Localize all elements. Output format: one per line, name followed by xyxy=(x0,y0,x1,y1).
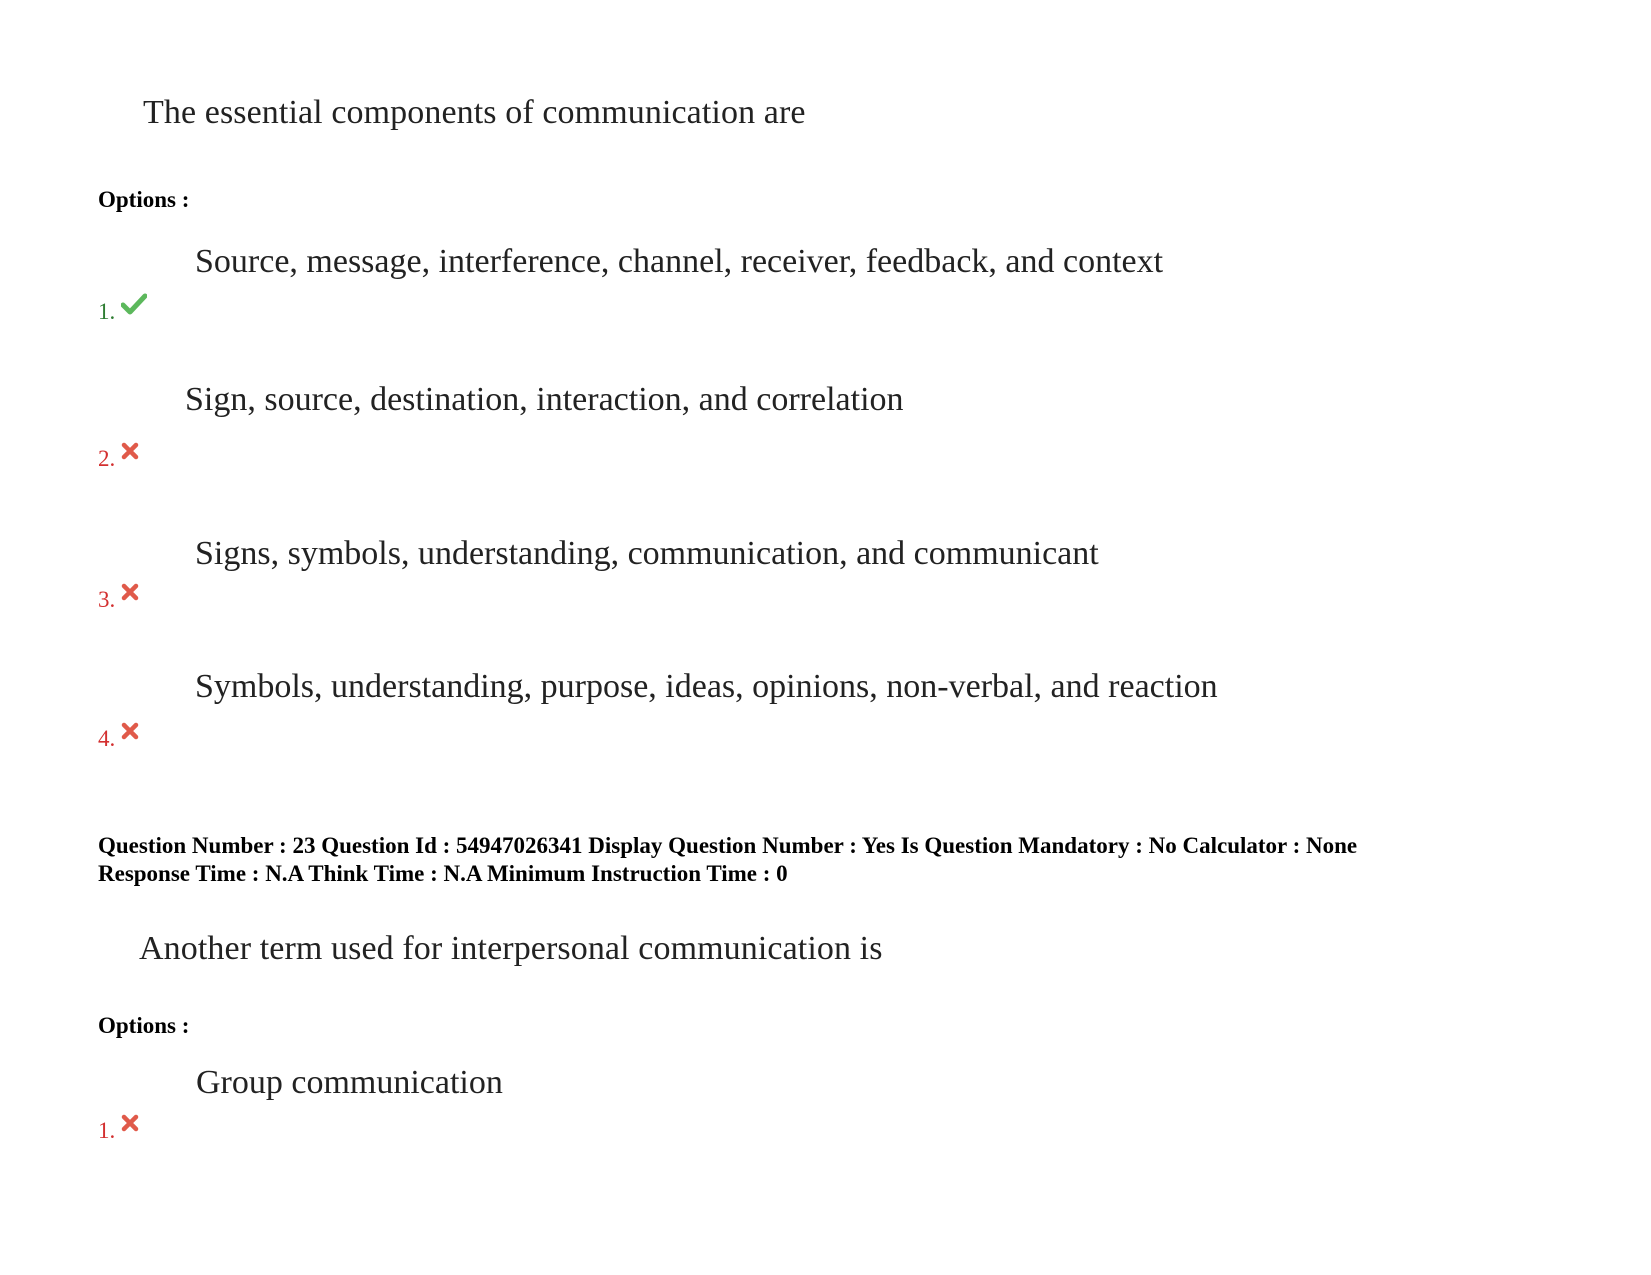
option-number-label: 3. xyxy=(98,587,116,612)
options-label: Options : xyxy=(98,187,190,212)
option-number xyxy=(98,446,139,472)
cross-icon xyxy=(121,581,139,607)
option-number-label: 4. xyxy=(98,726,116,751)
option-text: Source, message, interference, channel, receiver, feedback, and context xyxy=(195,243,1164,280)
cross-icon xyxy=(121,720,139,746)
question-meta: Question Number : 23 Question Id : 54947026341 Display Question Number : Yes Is Question Mandatory : No Calculator : None xyxy=(98,833,1358,858)
option-text: Group communication xyxy=(196,1064,503,1101)
options-label: Options : xyxy=(98,1013,190,1038)
option-number xyxy=(98,726,139,752)
option-text: Sign, source, destination, interaction, and correlation xyxy=(185,381,904,418)
cross-icon xyxy=(121,440,139,466)
question-text: Another term used for interpersonal communication is xyxy=(139,930,883,967)
option-number xyxy=(98,587,139,613)
option-text: Signs, symbols, understanding, communication, and communicant xyxy=(195,535,1099,572)
cross-icon xyxy=(121,1112,139,1138)
option-number xyxy=(98,1118,139,1144)
option-text: Symbols, understanding, purpose, ideas, opinions, non-verbal, and reaction xyxy=(195,668,1218,705)
check-icon xyxy=(121,293,147,321)
option-number-label: 1. xyxy=(98,299,116,324)
question-meta: Response Time : N.A Think Time : N.A Minimum Instruction Time : 0 xyxy=(98,861,788,886)
option-number-label: 1. xyxy=(98,1118,116,1143)
question-text: The essential components of communication are xyxy=(143,94,806,131)
option-number-label: 2. xyxy=(98,446,116,471)
option-number xyxy=(98,299,147,325)
